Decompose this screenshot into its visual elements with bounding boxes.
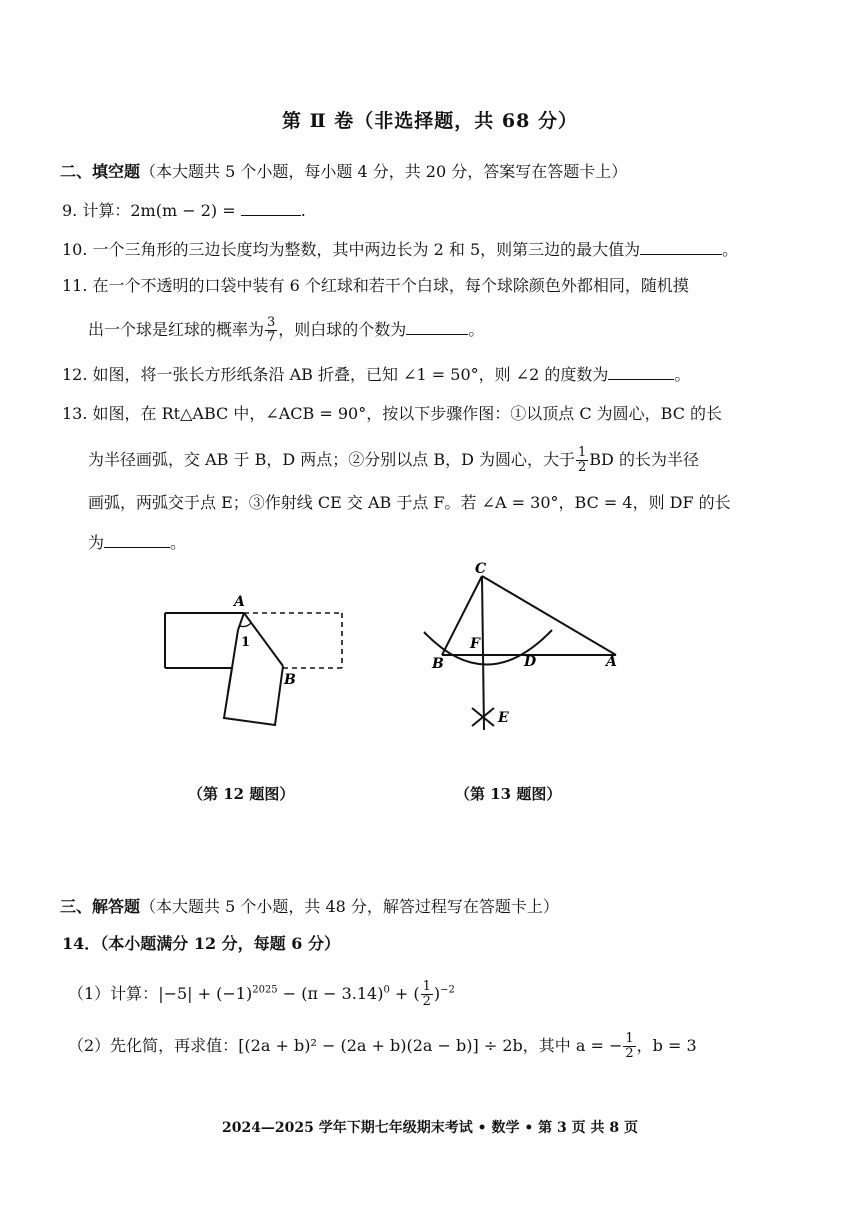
- q14-sub1-fraction: [421, 980, 433, 1009]
- part3-heading-row: [60, 897, 559, 917]
- question-14-part2: [68, 1032, 697, 1061]
- q14-sub2-label: （2）先化简，再求值：: [68, 1036, 239, 1055]
- question-14-title: 14．（本小题满分 12 分，每题 6 分）: [62, 934, 340, 953]
- part2-note: （本大题共 5 个小题，每小题 4 分，共 20 分，答案写在答题卡上）: [140, 162, 628, 181]
- question-12: [62, 365, 690, 385]
- q9-answer-blank: [241, 201, 301, 216]
- fig12-label-a: A: [234, 594, 245, 610]
- part3-heading: 三、解答题: [60, 897, 141, 916]
- question-13-line2: [88, 446, 699, 475]
- question-14-part1: [68, 980, 455, 1009]
- fig13-side-ca: [482, 576, 616, 655]
- q11-line2a: 出一个球是红球的概率为: [88, 320, 265, 339]
- q14-sub1-expr-d: ): [433, 984, 441, 1003]
- q10-text: 10. 一个三角形的三边长度均为整数，其中两边长为 2 和 5，则第三边的最大值为: [62, 240, 641, 259]
- q14-sub1-frac-den: 2: [422, 994, 431, 1009]
- q13-line3: 画弧，两弧交于点 E；③作射线 CE 交 AB 于点 F。若 ∠A = 30°，BC = 4，则 DF 的长: [88, 493, 731, 512]
- fig12-flap-inner: [238, 613, 244, 630]
- q14-sub1-exp2: 0: [383, 984, 390, 996]
- q14-sub2-frac-den: 2: [625, 1046, 634, 1061]
- question-9: [62, 201, 306, 221]
- q13-line1: 13. 如图，在 Rt△ABC 中，∠ACB = 90°，按以下步骤作图：①以顶点 C 为圆心，BC 的长: [62, 404, 723, 423]
- part2-heading: 二、填空题: [60, 162, 141, 181]
- q14-sub1-exp3: −2: [440, 984, 455, 996]
- q14-sub2-tail: ，b = 3: [636, 1036, 697, 1055]
- question-13-line4: [88, 533, 186, 553]
- section-header: 第 Ⅱ 卷（非选择题，共 68 分）: [282, 110, 578, 132]
- fig12-folded-strip: [224, 630, 283, 725]
- fig13-label-f: F: [470, 636, 480, 652]
- q13-frac-num: 1: [578, 445, 587, 460]
- q13-end: 。: [170, 533, 187, 552]
- q14-sub1-expr-a: |−5| + (−1): [158, 984, 253, 1003]
- q11-line2b: ，则白球的个数为: [278, 320, 407, 339]
- fig12-label-1: 1: [241, 635, 251, 650]
- q13-line2a: 为半径画弧，交 AB 于 B，D 两点；②分别以点 B，D 为圆心，大于: [88, 450, 576, 469]
- fig13-label-a: A: [606, 654, 617, 670]
- q9-end: .: [300, 201, 306, 220]
- page-footer: 2024—2025 学年下期七年级期末考试 • 数学 • 第 3 页 共 8 页: [221, 1120, 639, 1136]
- q10-end: 。: [722, 240, 739, 259]
- q11-fraction: [265, 316, 277, 345]
- question-11-line1: [62, 276, 689, 296]
- figure-13: [412, 558, 642, 738]
- q11-end: 。: [468, 320, 485, 339]
- q12-answer-blank: [608, 365, 674, 380]
- fig13-label-c: C: [475, 561, 487, 577]
- question-11-line2: [88, 316, 484, 345]
- question-10: [62, 240, 738, 260]
- q10-answer-blank: [640, 240, 722, 255]
- figure-12: [150, 588, 360, 738]
- fig12-label-b: B: [284, 672, 296, 688]
- q11-line1: 11. 在一个不透明的口袋中装有 6 个红球和若干个白球，每个球除颜色外都相同，随机摸: [62, 276, 689, 295]
- q13-answer-blank: [104, 533, 170, 548]
- part3-note: （本大题共 5 个小题，共 48 分，解答过程写在答题卡上）: [140, 897, 559, 916]
- q9-text: 9. 计算：2m(m − 2) =: [62, 201, 241, 220]
- fig13-label-e: E: [498, 710, 509, 726]
- fig13-label-b: B: [432, 656, 444, 672]
- q13-line2b: BD 的长为半径: [589, 450, 699, 469]
- q12-text: 12. 如图，将一张长方形纸条沿 AB 折叠，已知 ∠1 = 50°，则 ∠2 的度数为: [62, 365, 609, 384]
- q11-frac-num: 3: [267, 315, 276, 330]
- q14-sub2-fraction: [623, 1032, 635, 1061]
- q14-sub1-exp1: 2025: [252, 984, 278, 996]
- figure-13-caption: （第 13 题图）: [455, 785, 562, 803]
- q14-sub1-expr-c: + (: [389, 984, 420, 1003]
- part2-heading-row: [60, 162, 627, 182]
- fig12-angle-arc: [240, 623, 251, 627]
- q11-frac-den: 7: [267, 330, 276, 345]
- q13-line4: 为: [88, 533, 105, 552]
- q14-sub2-frac-num: 1: [625, 1031, 634, 1046]
- q14-sub1-frac-num: 1: [422, 979, 431, 994]
- q12-end: 。: [674, 365, 691, 384]
- question-13-line1: [62, 404, 722, 424]
- fig12-strip-left: [228, 668, 232, 692]
- q14-sub1-label: （1）计算：: [68, 984, 159, 1003]
- q11-answer-blank: [406, 320, 468, 335]
- q13-frac-den: 2: [578, 460, 587, 475]
- figure-12-caption: （第 12 题图）: [188, 785, 295, 803]
- q14-sub1-expr-b: − (π − 3.14): [277, 984, 384, 1003]
- fig13-label-d: D: [524, 654, 537, 670]
- fig13-ray-ce: [482, 576, 484, 730]
- q13-fraction: [576, 446, 588, 475]
- q14-sub2-expr: [(2a + b)² − (2a + b)(2a − b)] ÷ 2b，其中 a = −: [238, 1036, 623, 1055]
- question-13-line3: [88, 493, 731, 513]
